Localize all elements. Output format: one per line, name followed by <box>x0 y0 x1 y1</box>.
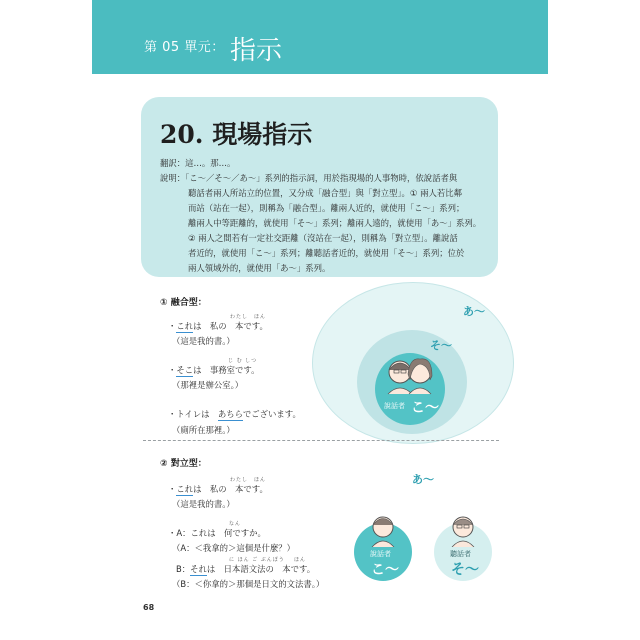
example-sentence: ・これは 私の 本です。 <box>168 321 268 331</box>
so-label: そ～ <box>430 339 452 352</box>
ko-label: こ～ <box>411 400 439 416</box>
speaker-label: 說話者 <box>370 550 391 558</box>
ruby-reading: わたし <box>230 477 249 483</box>
explanation-line: 者近的，就使用「こ～」系列；離聽話者近的，就使用「そ～」系列；位於 <box>188 248 465 258</box>
explanation-line: ② 兩人之間若有一定社交距離（沒站在一起），則稱為「對立型」。離說話 <box>188 233 458 243</box>
example-sentence: ・これは 私の 本です。 <box>168 484 268 494</box>
ruby-reading: ほん <box>254 477 267 483</box>
example-sentence: B：それは 日本語文法の 本です。 <box>176 564 316 574</box>
ruby-reading: ほん <box>254 314 267 320</box>
explanation-line: 離兩人中等距離的，就使用「そ～」系列；離兩人遠的，就使用「あ～」系列。 <box>188 218 482 228</box>
example-translation: （這是我的書。） <box>172 499 235 509</box>
ruby-reading: なん <box>229 521 242 527</box>
demonstrative-word: そこ <box>176 365 194 375</box>
speaker-icon <box>367 513 399 547</box>
demonstrative-word: これ <box>176 321 194 331</box>
a-label: あ～ <box>463 305 485 318</box>
translation-line: 翻訳：這…。那…。 <box>160 158 236 168</box>
example-translation: （B：＜你拿的＞那個是日文的文法書。） <box>172 579 325 589</box>
ruby-reading: わたし <box>230 314 249 320</box>
opposition-heading: ② 對立型： <box>160 459 207 469</box>
speaker-label: 說話者 <box>384 402 405 410</box>
example-translation: （A：＜我拿的＞這個是什麼？） <box>172 543 295 553</box>
ruby-reading: じ む しつ <box>228 358 258 364</box>
so-label: そ～ <box>451 562 479 578</box>
demonstrative-word: あちら <box>217 409 243 419</box>
listener-icon <box>447 513 479 547</box>
explanation-line: 說明：「こ～／そ～／あ～」系列的指示詞，用於指現場的人事物時，依說話者與 <box>160 173 458 183</box>
demonstrative-word: それ <box>190 564 207 574</box>
page-number: 68 <box>143 603 155 612</box>
explanation-line: 聽話者兩人所站立的位置，又分成「融合型」與「對立型」。① 兩人若比鄰 <box>188 188 462 198</box>
unit-title: 指示 <box>230 36 283 66</box>
fusion-heading: ① 融合型： <box>160 298 207 308</box>
example-sentence: ・そこは 事務室です。 <box>168 365 260 375</box>
example-sentence: ・A：これは 何ですか。 <box>168 528 266 538</box>
explanation-line: 兩人領域外的，就使用「あ～」系列。 <box>188 263 331 273</box>
section-title: 20. 現場指示 <box>160 120 313 149</box>
example-sentence: ・トイレは あちらでございます。 <box>168 409 301 419</box>
example-translation: （廁所在那裡。） <box>172 425 235 435</box>
listener-label: 聽話者 <box>450 550 471 558</box>
section-divider <box>143 440 499 441</box>
two-people-icon <box>380 354 440 396</box>
explanation-line: 而站（站在一起），則稱為「融合型」。離兩人近的，就使用「こ～」系列； <box>188 203 465 213</box>
unit-label: 第 05 單元： <box>144 40 225 55</box>
demonstrative-word: これ <box>176 484 194 494</box>
example-translation: （那裡是辦公室。） <box>172 380 244 390</box>
a-label: あ～ <box>412 473 434 486</box>
ko-label: こ～ <box>371 562 399 578</box>
example-translation: （這是我的書。） <box>172 336 235 346</box>
ruby-reading: に ほん ご ぶんぽう <box>229 557 285 563</box>
ruby-reading: ほん <box>294 557 307 563</box>
